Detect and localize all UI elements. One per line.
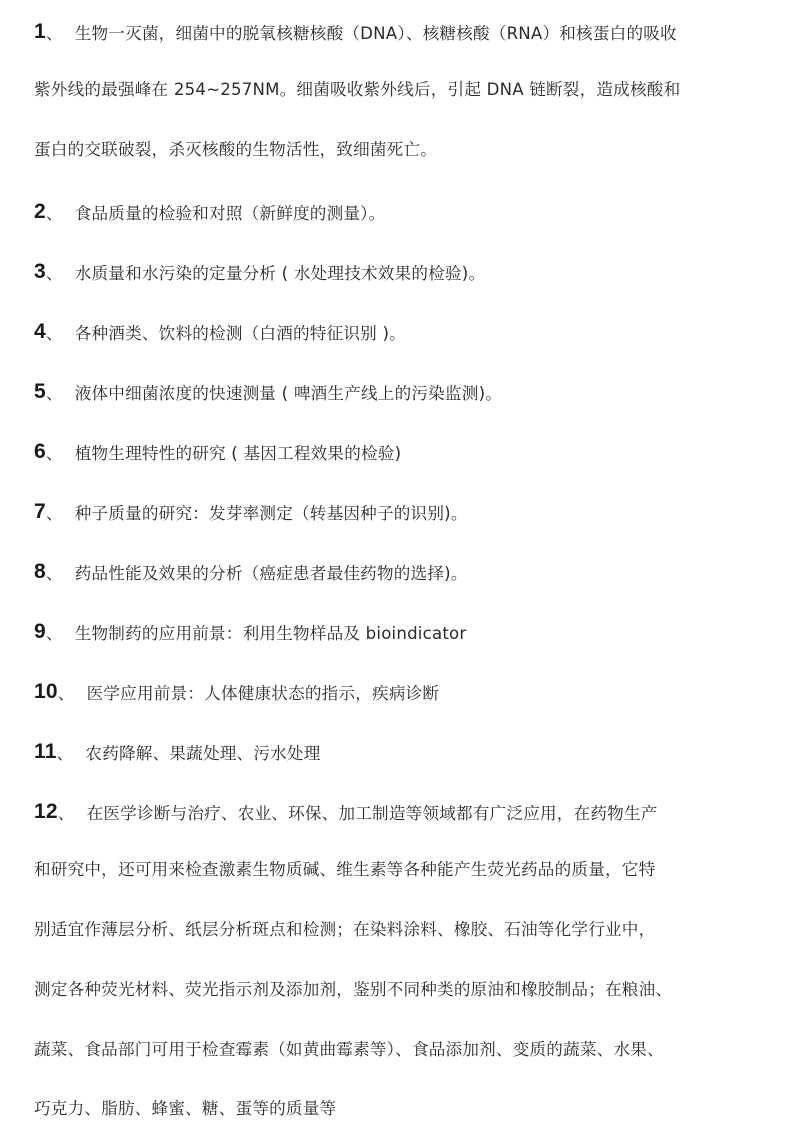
item-text: 蔬菜、食品部门可用于检查霉素（如黄曲霉素等）、食品添加剂、变质的蔬菜、水果、 — [34, 1040, 664, 1059]
item-separator: 、 — [45, 624, 63, 643]
item-text: 水质量和水污染的定量分析 ( 水处理技术效果的检验)。 — [74, 264, 486, 283]
item-number: 5 — [34, 380, 46, 403]
item-separator: 、 — [45, 384, 63, 403]
list-item-4 — [34, 312, 764, 352]
list-item-12-line-4 — [34, 968, 764, 1008]
item-text: 食品质量的检验和对照（新鲜度的测量）。 — [74, 204, 386, 223]
item-text: 药品性能及效果的分析（癌症患者最佳药物的选择)。 — [74, 564, 468, 583]
item-text: 和研究中，还可用来检查激素生物质碱、维生素等各种能产生荧光药品的质量，它特 — [34, 860, 656, 879]
item-text: 蛋白的交联破裂，杀灭核酸的生物活性，致细菌死亡。 — [34, 140, 438, 159]
list-item-12-line-6 — [34, 1087, 764, 1127]
item-separator: 、 — [45, 264, 63, 283]
list-item-12-line-2 — [34, 848, 764, 888]
item-separator: 、 — [45, 324, 63, 343]
item-separator: 、 — [45, 204, 63, 223]
item-separator: 、 — [45, 504, 63, 523]
item-text: 种子质量的研究：发芽率测定（转基因种子的识别)。 — [74, 504, 468, 523]
item-text: 各种酒类、饮料的检测（白酒的特征识别 )。 — [74, 324, 406, 343]
list-item-12-line-3 — [34, 908, 764, 948]
item-number: 2 — [34, 200, 46, 223]
item-text: 医学应用前景：人体健康状态的指示，疾病诊断 — [86, 684, 440, 703]
item-text: 在医学诊断与治疗、农业、环保、加工制造等领域都有广泛应用，在药物生产 — [86, 804, 658, 823]
item-text: 生物一灭菌，细菌中的脱氧核糖核酸（DNA）、核糖核酸（RNA）和核蛋白的吸收 — [74, 24, 677, 43]
list-item-1-line-3 — [34, 128, 764, 168]
list-item-2 — [34, 192, 764, 232]
item-text: 巧克力、脂肪、蜂蜜、糖、蛋等的质量等 — [34, 1099, 337, 1118]
item-number: 4 — [34, 320, 46, 343]
list-item-10 — [34, 672, 764, 712]
item-number: 3 — [34, 260, 46, 283]
item-number: 7 — [34, 500, 46, 523]
item-separator: 、 — [45, 444, 63, 463]
list-item-1-line-2 — [34, 68, 764, 108]
list-item-9 — [34, 612, 764, 652]
list-item-5 — [34, 372, 764, 412]
list-item-11 — [34, 732, 764, 772]
item-text: 别适宜作薄层分析、纸层分析斑点和检测；在染料涂料、橡胶、石油等化学行业中， — [34, 920, 656, 939]
item-number: 9 — [34, 620, 46, 643]
item-text: 紫外线的最强峰在 254~257NM。细菌吸收紫外线后，引起 DNA 链断裂，造成核酸和 — [34, 80, 681, 99]
list-item-8 — [34, 552, 764, 592]
list-item-7 — [34, 492, 764, 532]
item-text: 生物制药的应用前景：利用生物样品及 bioindicator — [74, 624, 467, 643]
item-text: 测定各种荧光材料、荧光指示剂及添加剂，鉴别不同种类的原油和橡胶制品；在粮油、 — [34, 980, 673, 999]
item-text: 液体中细菌浓度的快速测量 ( 啤酒生产线上的污染监测)。 — [74, 384, 503, 403]
item-separator: 、 — [57, 804, 75, 823]
item-number: 8 — [34, 560, 46, 583]
item-number: 6 — [34, 440, 46, 463]
item-text: 植物生理特性的研究 ( 基因工程效果的检验) — [74, 444, 402, 463]
item-separator: 、 — [45, 24, 63, 43]
list-item-12-line-5 — [34, 1028, 764, 1068]
item-number: 11 — [34, 740, 57, 763]
item-separator: 、 — [56, 744, 74, 763]
item-number: 12 — [34, 800, 58, 823]
list-item-6 — [34, 432, 764, 472]
item-separator: 、 — [57, 684, 75, 703]
item-separator: 、 — [45, 564, 63, 583]
list-item-12-line-1 — [34, 792, 764, 832]
list-item-3 — [34, 252, 764, 292]
list-item-1-line-1 — [34, 12, 764, 52]
item-number: 1 — [34, 20, 46, 43]
item-text: 农药降解、果蔬处理、污水处理 — [85, 744, 321, 763]
item-number: 10 — [34, 680, 58, 703]
